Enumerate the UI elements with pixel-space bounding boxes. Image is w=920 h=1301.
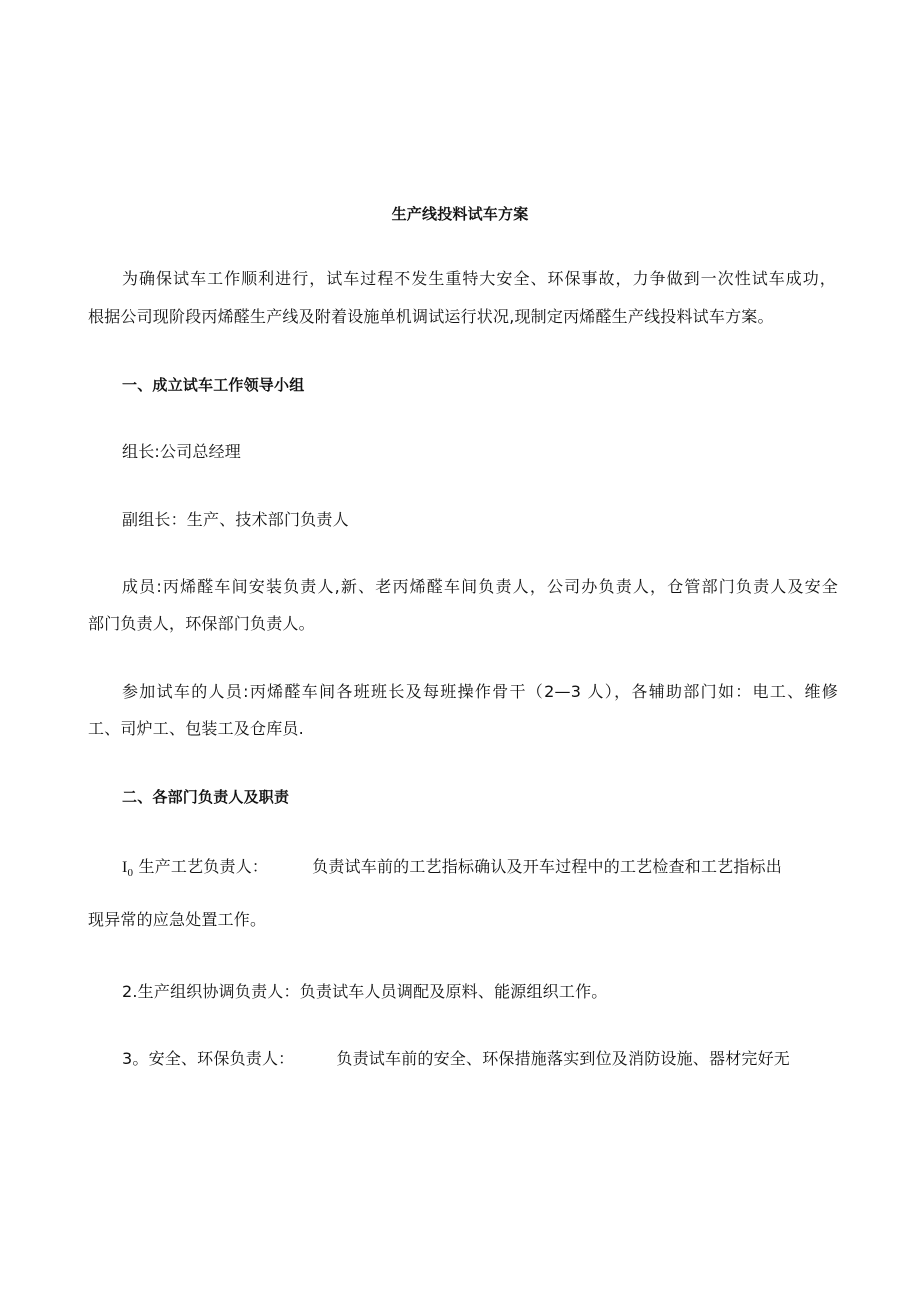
intro-line-1: 为确保试车工作顺利进行，试车过程不发生重特大安全、环保事故，力争做到一次性试车成功， [122, 269, 836, 288]
item-3-label: 3。安全、环保负责人： [122, 1049, 295, 1068]
item-1-number: I [122, 859, 128, 876]
item-1-line [122, 856, 782, 884]
participants-line-1: 参加试车的人员:丙烯醛车间各班班长及每班操作骨干（2—3 人），各辅助部门如：电工、维修 [122, 682, 838, 701]
participants-line-2: 工、司炉工、包装工及仓库员. [88, 719, 304, 738]
section-1-heading: 一、成立试车工作领导小组 [122, 376, 305, 394]
leader-line: 组长:公司总经理 [122, 442, 241, 461]
item-1-label: 生产工艺负责人： [138, 857, 269, 876]
members-line-2: 部门负责人，环保部门负责人。 [88, 614, 315, 633]
item-3-line [122, 1048, 790, 1070]
item-1-continuation: 现异常的应急处置工作。 [88, 910, 267, 929]
item-2-line: 2.生产组织协调负责人：负责试车人员调配及原料、能源组织工作。 [122, 982, 608, 1001]
intro-line-2: 根据公司现阶段丙烯醛生产线及附着设施单机调试运行状况,现制定丙烯醛生产线投料试车方案。 [88, 307, 774, 326]
section-2-heading: 二、各部门负责人及职责 [122, 788, 290, 806]
members-line-1: 成员:丙烯醛车间安装负责人,新、老丙烯醛车间负责人，公司办负责人，仓管部门负责人及安全 [122, 577, 838, 596]
item-1-text: 负责试车前的工艺指标确认及开车过程中的工艺检查和工艺指标出 [312, 857, 782, 876]
document-title: 生产线投料试车方案 [391, 205, 529, 223]
item-1-subscript: 0 [127, 867, 134, 880]
item-3-text: 负责试车前的安全、环保措施落实到位及消防设施、器材完好无 [336, 1049, 790, 1068]
deputy-line: 副组长：生产、技术部门负责人 [122, 510, 349, 529]
